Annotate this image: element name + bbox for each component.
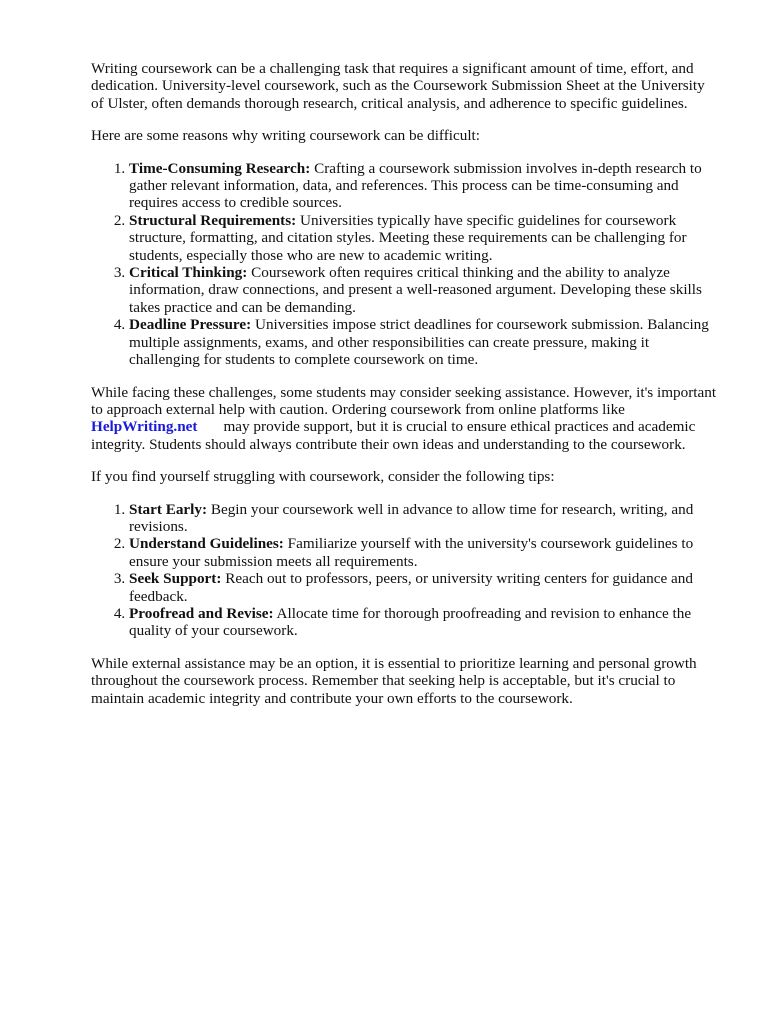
- tip-term: Seek Support:: [129, 570, 222, 588]
- assistance-paragraph: [91, 384, 721, 454]
- document-page: [91, 60, 721, 722]
- reason-text: Crafting a coursework submission involves in-depth research to gather relevant information, data, and references. This process can be time-consuming and requires access to credible sources.: [129, 159, 702, 212]
- tip-text: Familiarize yourself with the university's coursework guidelines to ensure your submission meets all requirements.: [129, 535, 694, 570]
- tip-item: [129, 501, 721, 536]
- reason-text: Universities impose strict deadlines for coursework submission. Balancing multiple assignments, exams, and other responsibilities can create pressure, making it challenging for students to complete coursework on time.: [129, 316, 709, 369]
- intro-paragraph: Writing coursework can be a challenging task that requires a significant amount of time, effort, and dedication. University-level coursework, such as the Coursework Submission Sheet at the University of Ulster, often demands thorough research, critical analysis, and adherence to specific guidelines.: [91, 60, 705, 112]
- reason-term: Critical Thinking:: [129, 264, 248, 282]
- conclusion-paragraph: While external assistance may be an option, it is essential to prioritize learning and personal growth throughout the coursework process. Remember that seeking help is acceptable, but it's crucial to maintain academic integrity and contribute your own efforts to the coursework.: [91, 654, 697, 707]
- reasons-list: [91, 160, 721, 369]
- tip-term: Understand Guidelines:: [129, 535, 284, 553]
- tip-item: [129, 535, 721, 570]
- tip-item: [129, 605, 721, 640]
- reason-term: Structural Requirements:: [129, 211, 297, 229]
- reason-term: Time-Consuming Research:: [129, 159, 311, 177]
- tips-list: [91, 501, 721, 640]
- reason-item: [129, 160, 721, 212]
- reason-text: Universities typically have specific guidelines for coursework structure, formatting, and citation styles. Meeting these requirements can be challenging for students, especially those who are new to academic writing.: [129, 211, 687, 264]
- assistance-text-after: may provide support, but it is crucial to ensure ethical practices and academic integrity. Students should always contribute their own ideas and understanding to the coursework.: [91, 418, 696, 453]
- tip-term: Start Early:: [129, 500, 208, 518]
- assistance-text-before: While facing these challenges, some students may consider seeking assistance. However, it's important to approach external help with caution. Ordering coursework from online platforms like: [91, 383, 717, 418]
- reason-text: Coursework often requires critical thinking and the ability to analyze information, draw connections, and present a well-reasoned argument. Developing these skills takes practice and can be demanding.: [129, 264, 702, 316]
- tip-term: Proofread and Revise:: [129, 604, 274, 622]
- tip-item: [129, 570, 721, 605]
- helpwriting-link[interactable]: HelpWriting.net: [91, 418, 198, 436]
- tip-text: Reach out to professors, peers, or university writing centers for guidance and feedback.: [129, 570, 693, 605]
- tip-text: Begin your coursework well in advance to allow time for research, writing, and revisions.: [129, 500, 694, 535]
- reason-item: [129, 316, 721, 368]
- tips-intro: If you find yourself struggling with coursework, consider the following tips:: [91, 468, 555, 486]
- tip-text: Allocate time for thorough proofreading and revision to enhance the quality of your coursework.: [129, 604, 692, 640]
- reason-term: Deadline Pressure:: [129, 316, 252, 334]
- reason-item: [129, 264, 721, 316]
- reason-item: [129, 212, 721, 264]
- reasons-intro: Here are some reasons why writing coursework can be difficult:: [91, 127, 480, 145]
